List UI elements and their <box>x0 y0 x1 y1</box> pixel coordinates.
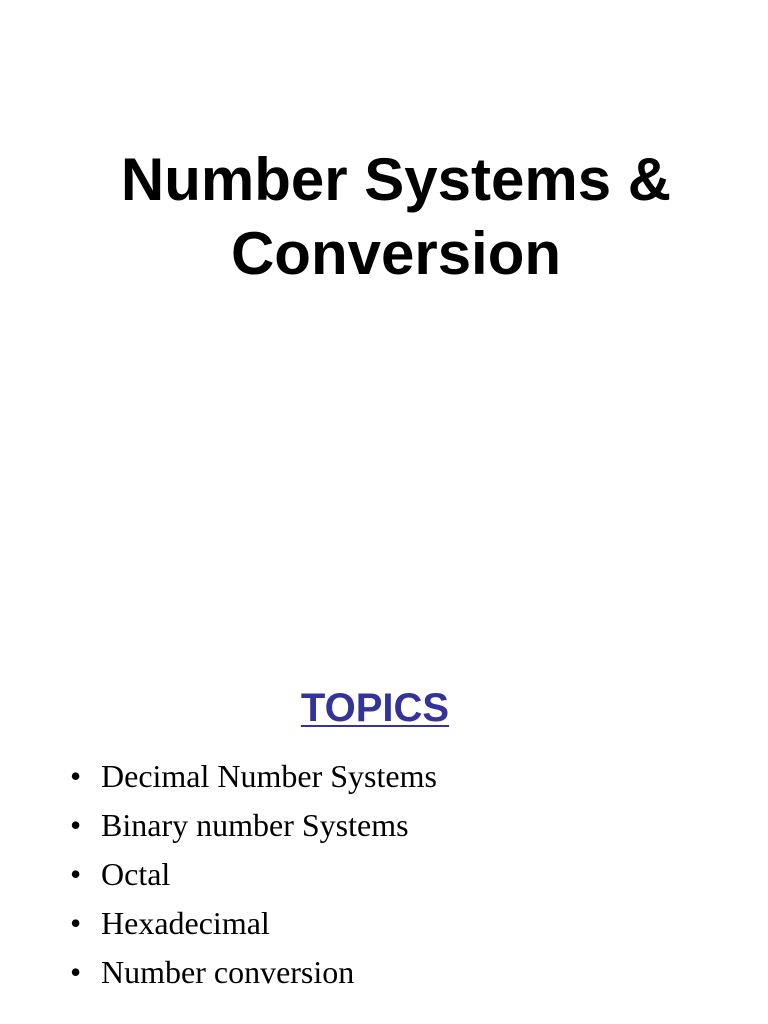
bullet-icon: • <box>70 807 82 843</box>
title-line-2: Conversion <box>230 220 562 287</box>
topics-heading: TOPICS <box>300 686 450 730</box>
list-item <box>70 801 437 850</box>
list-item <box>70 948 437 997</box>
list-item-text: Octal <box>101 856 171 892</box>
title-line-1: Number Systems & <box>120 146 672 213</box>
list-item <box>70 899 437 948</box>
list-item <box>70 752 437 801</box>
topics-list <box>70 752 437 997</box>
bullet-icon: • <box>70 905 82 941</box>
bullet-icon: • <box>70 856 82 892</box>
list-item-text: Decimal Number Systems <box>101 758 437 794</box>
list-item-text: Hexadecimal <box>101 905 270 941</box>
list-item <box>70 850 437 899</box>
bullet-icon: • <box>70 758 82 794</box>
list-item-text: Binary number Systems <box>101 807 409 843</box>
bullet-icon: • <box>70 954 82 990</box>
list-item-text: Number conversion <box>101 954 355 990</box>
slide-title <box>0 143 768 291</box>
